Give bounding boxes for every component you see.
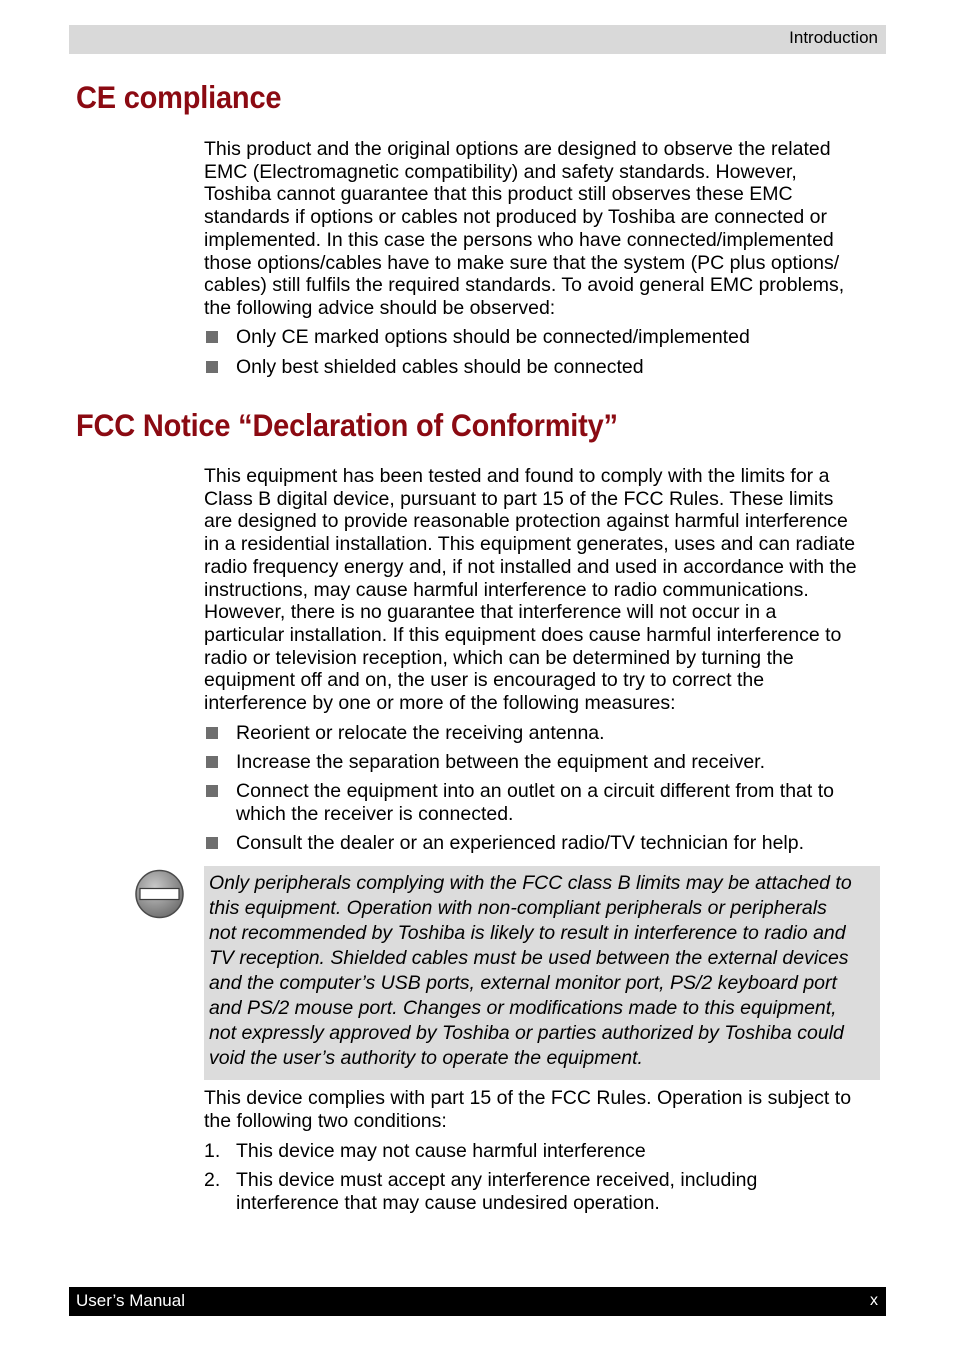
ce-compliance-heading: CE compliance	[76, 81, 282, 116]
list-item-text: Connect the equipment into an outlet on a circuit different from that to which the receiver is connected.	[236, 780, 834, 825]
list-item-text: Consult the dealer or an experienced radio/TV technician for help.	[236, 832, 805, 854]
bullet-square-icon	[206, 331, 218, 343]
item-number: 1.	[204, 1140, 221, 1162]
bullet-square-icon	[206, 727, 218, 739]
bullet-square-icon	[206, 785, 218, 797]
bullet-square-icon	[206, 361, 218, 373]
conditions-intro: This device complies with part 15 of the FCC Rules. Operation is subject to the following two conditions:	[204, 1087, 852, 1132]
bullet-square-icon	[206, 756, 218, 768]
item-number: 2.	[204, 1169, 221, 1191]
note-text: Only peripherals complying with the FCC class B limits may be attached to this equipment. Operation with non-compliant peripherals or peripherals not recommended by Toshiba is likely to result in interference to radio and TV reception. Shielded cables must be used between the external devices and the computer’s USB ports, external monitor port, PS/2 keyboard port and PS/2 mouse port. Changes or modifications made to this equipment, not expressly approved by Toshiba or parties authorized by Toshiba could void the user’s authority to operate the equipment.	[209, 872, 852, 1069]
bullet-square-icon	[206, 837, 218, 849]
numbered-item-text: This device may not cause harmful interference	[236, 1140, 646, 1162]
list-item-text: Reorient or relocate the receiving antenna.	[236, 722, 605, 744]
page-number: x	[870, 1292, 878, 1309]
header-section-title: Introduction	[789, 28, 878, 47]
page-footer	[69, 1287, 886, 1316]
fcc-body-paragraph: This equipment has been tested and found to comply with the limits for a Class B digital device, pursuant to part 15 of the FCC Rules. These limits are designed to provide reasonable protection against harmful interference in a residential installation. This equipment generates, uses and can radiate radio frequency energy and, if not installed and used in accordance with the instructions, may cause harmful interference to radio communications. However, there is no guarantee that interference will not occur in a particular installation. If this equipment does cause harmful interference to radio or television reception, which can be determined by turning the equipment off and on, the user is encouraged to try to correct the interference by one or more of the following measures:	[204, 465, 857, 715]
manual-title: User’s Manual	[76, 1291, 185, 1310]
no-entry-icon	[134, 869, 185, 919]
ce-body-paragraph: This product and the original options are designed to observe the related EMC (Electromagnetic compatibility) and safety standards. However, Toshiba cannot guarantee that this product still observes these EMC standards if options or cables not produced by Toshiba are connected or implemented. In this case the persons who have connected/implemented those options/cables have to make sure that the system (PC plus options/ cables) still fulfils the required standards. To avoid general EMC problems, the following advice should be observed:	[204, 138, 845, 319]
page-header	[69, 25, 886, 54]
list-item-text: Increase the separation between the equipment and receiver.	[236, 751, 766, 773]
list-item-text: Only CE marked options should be connected/implemented	[236, 326, 750, 348]
fcc-notice-heading: FCC Notice “Declaration of Conformity”	[76, 409, 618, 444]
numbered-item-text: This device must accept any interference received, including interference that may cause undesired operation.	[236, 1169, 758, 1214]
note-box	[204, 866, 880, 1080]
list-item-text: Only best shielded cables should be connected	[236, 356, 644, 378]
